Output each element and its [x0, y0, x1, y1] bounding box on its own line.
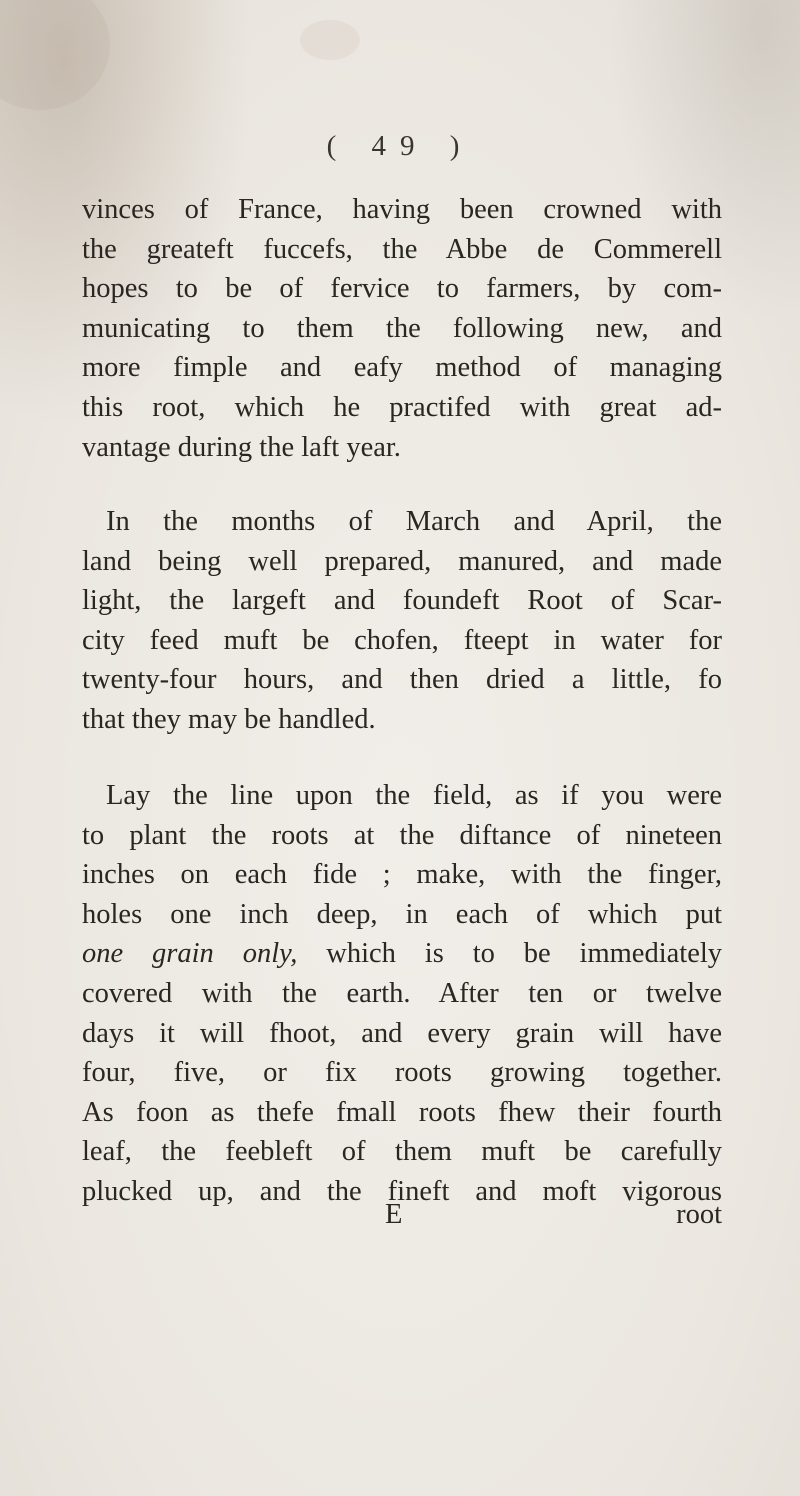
text-line-mixed — [82, 934, 722, 974]
text-line: Lay the line upon the field, as if you were — [106, 780, 722, 811]
paper-stain — [0, 0, 110, 110]
text-line: four, five, or fix roots growing together. — [82, 1057, 722, 1089]
text-line-rest: which is to be immediately — [326, 938, 723, 970]
page-footer — [82, 1199, 722, 1239]
text-line: light, the largeft and foundeft Root of Scar- — [82, 585, 722, 617]
text-line: leaf, the feebleft of them muft be carefully — [82, 1136, 722, 1168]
text-line: inches on each fide ; make, with the finger, — [82, 859, 722, 891]
text-line: twenty-four hours, and then dried a little, fo — [82, 664, 722, 696]
paragraph-3 — [82, 776, 722, 1212]
text-line: to plant the roots at the diftance of nineteen — [82, 819, 722, 851]
text-line: municating to them the following new, and — [82, 312, 722, 344]
paragraph-2 — [82, 502, 722, 740]
catchword: root — [676, 1199, 722, 1230]
page-number: ( 49 ) — [326, 130, 474, 162]
text-line: city feed muft be chofen, fteept in water for — [82, 624, 722, 656]
text-line: land being well prepared, manured, and made — [82, 545, 722, 577]
text-line: more fimple and eafy method of managing — [82, 352, 722, 384]
text-line: hopes to be of fervice to farmers, by com- — [82, 273, 722, 305]
text-line: plucked up, and the fineft and moft vigorous — [82, 1175, 722, 1207]
text-line: vinces of France, having been crowned with — [82, 194, 722, 225]
text-line: holes one inch deep, in each of which put — [82, 898, 722, 930]
text-line: that they may be handled. — [82, 703, 376, 735]
text-line: As foon as thefe fmall roots fhew their fourth — [82, 1096, 722, 1128]
text-line: days it will fhoot, and every grain will have — [82, 1017, 722, 1049]
signature-mark: E — [385, 1199, 403, 1230]
text-line: In the months of March and April, the — [106, 506, 722, 537]
text-line: vantage during the laft year. — [82, 431, 401, 463]
paper-stain — [300, 20, 360, 60]
paragraph-1 — [82, 190, 722, 467]
text-line: covered with the earth. After ten or twelve — [82, 977, 722, 1009]
text-line: this root, which he practifed with great ad- — [82, 391, 722, 423]
italic-phrase: one grain only, — [82, 938, 298, 970]
text-line: the greateft fuccefs, the Abbe de Commerell — [82, 233, 722, 265]
